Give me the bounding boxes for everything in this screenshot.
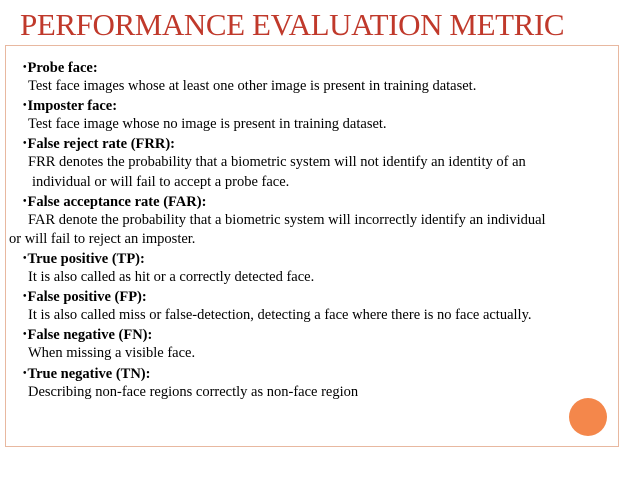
bullet-icon: • xyxy=(23,329,27,341)
bullet-icon: • xyxy=(23,138,27,150)
bullet-icon: • xyxy=(23,367,27,379)
definition-list xyxy=(0,58,630,402)
bullet-icon: • xyxy=(23,100,27,112)
list-item-description: FRR denotes the probability that a biometric system will not identify an identity of an xyxy=(28,154,526,171)
list-item-description: FAR denote the probability that a biometric system will incorrectly identify an individual xyxy=(28,211,546,228)
list-item-term: •False negative (FN): xyxy=(23,327,153,344)
list-item-term: •Imposter face: xyxy=(23,98,118,115)
list-item-description: Describing non-face regions correctly as non-face region xyxy=(28,383,359,400)
bullet-icon: • xyxy=(23,195,27,207)
list-item-description: When missing a visible face. xyxy=(28,345,196,362)
bullet-icon: • xyxy=(23,62,27,73)
list-item-description: It is also called miss or false-detection, detecting a face where there is no face actually. xyxy=(28,307,532,324)
list-item-description: Test face image whose no image is present in training dataset. xyxy=(28,116,387,133)
list-item-term: •Probe face: xyxy=(23,60,98,76)
list-item-description: It is also called as hit or a correctly detected face. xyxy=(28,269,315,286)
list-item-term: •False acceptance rate (FAR): xyxy=(23,193,207,210)
slide-title: PERFORMANCE EVALUATION METRIC xyxy=(20,7,565,42)
list-item-term: •True positive (TP): xyxy=(23,250,145,267)
list-item-description: Test face images whose at least one other image is present in training dataset. xyxy=(28,78,477,95)
list-item-description: individual or will fail to accept a probe face. xyxy=(32,173,290,190)
list-item-term: •True negative (TN): xyxy=(23,365,151,382)
decorative-circle-icon xyxy=(569,398,607,436)
bullet-icon: • xyxy=(23,252,27,264)
list-item-description: or will fail to reject an imposter. xyxy=(9,230,196,247)
list-item-term: •False positive (FP): xyxy=(23,289,147,306)
bullet-icon: • xyxy=(23,291,27,303)
list-item-term: •False reject rate (FRR): xyxy=(23,136,175,153)
